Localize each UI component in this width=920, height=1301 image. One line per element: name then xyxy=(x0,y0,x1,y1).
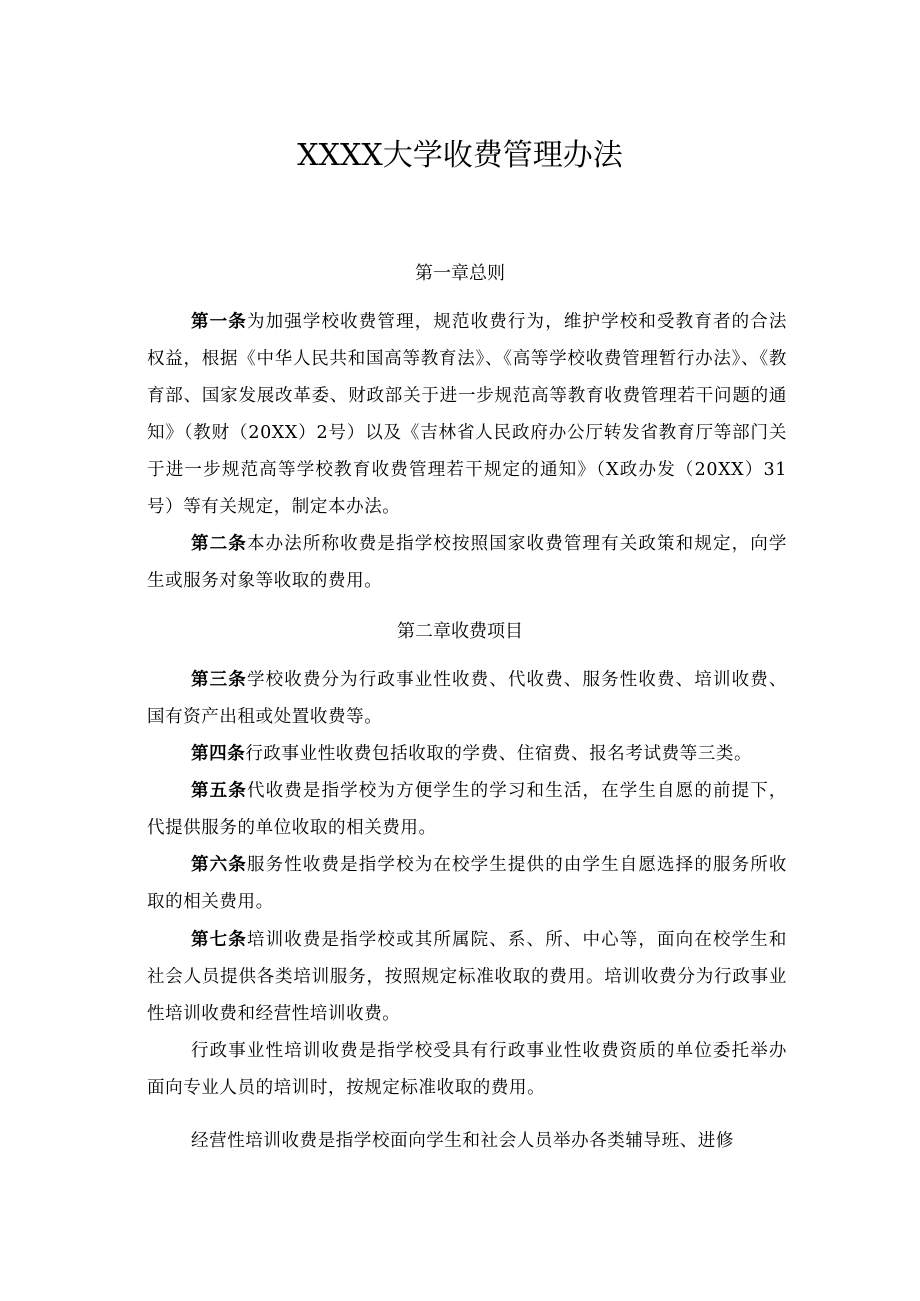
article-5 xyxy=(147,773,787,847)
article-3-label: 第三条 xyxy=(191,670,247,690)
article-4 xyxy=(147,736,787,773)
article-7-text: 培训收费是指学校或其所属院、系、所、中心等，面向在校学生和社会人员提供各类培训服务，按照规定标准收取的费用。培训收费分为行政事业性培训收费和经营性培训收费。 xyxy=(147,930,787,1024)
article-4-label: 第四条 xyxy=(191,744,246,764)
chapter-1-heading: 第一章总则 xyxy=(415,263,505,284)
article-1-label: 第一条 xyxy=(191,312,247,332)
article-3 xyxy=(147,662,787,736)
article-6-label: 第六条 xyxy=(191,855,247,875)
paragraph-admin-training: 行政事业性培训收费是指学校受具有行政事业性收费资质的单位委托举办面向专业人员的培训时，按规定标准收取的费用。 xyxy=(147,1041,787,1098)
article-1-text: 为加强学校收费管理，规范收费行为，维护学校和受教育者的合法权益，根据《中华人民共和国高等教育法》、《高等学校收费管理暂行办法》、《教育部、国家发展改革委、财政部关于进一步规范高等教育收费管理若干问题的通知》（教财（20XX）2号）以及《吉林省人民政府办公厅转发省教育厅等部门关于进一步规范高等学校教育收费管理若干规定的通知》（X政办发（20XX）31号）等有关规定，制定本办法。 xyxy=(147,312,787,517)
article-4-text: 行政事业性收费包括收取的学费、住宿费、报名考试费等三类。 xyxy=(245,744,753,764)
article-5-text: 代收费是指学校为方便学生的学习和生活，在学生自愿的前提下，代提供服务的单位收取的相关费用。 xyxy=(147,781,787,838)
article-5-label: 第五条 xyxy=(191,781,247,801)
article-2-text: 本办法所称收费是指学校按照国家收费管理有关政策和规定，向学生或服务对象等收取的费用。 xyxy=(147,534,787,591)
chapter-2-heading: 第二章收费项目 xyxy=(397,621,523,642)
article-6-text: 服务性收费是指学校为在校学生提供的由学生自愿选择的服务所收取的相关费用。 xyxy=(147,855,787,912)
article-2-label: 第二条 xyxy=(191,534,247,554)
article-3-text: 学校收费分为行政事业性收费、代收费、服务性收费、培训收费、国有资产出租或处置收费等。 xyxy=(147,670,787,727)
article-7 xyxy=(147,922,787,1033)
paragraph-business-training: 经营性培训收费是指学校面向学生和社会人员举办各类辅导班、进修 xyxy=(191,1131,734,1151)
article-1 xyxy=(147,304,787,526)
article-7-label: 第七条 xyxy=(191,930,247,950)
article-2 xyxy=(147,526,787,600)
document-title: XXXX大学收费管理办法 xyxy=(297,138,623,173)
article-6 xyxy=(147,847,787,921)
